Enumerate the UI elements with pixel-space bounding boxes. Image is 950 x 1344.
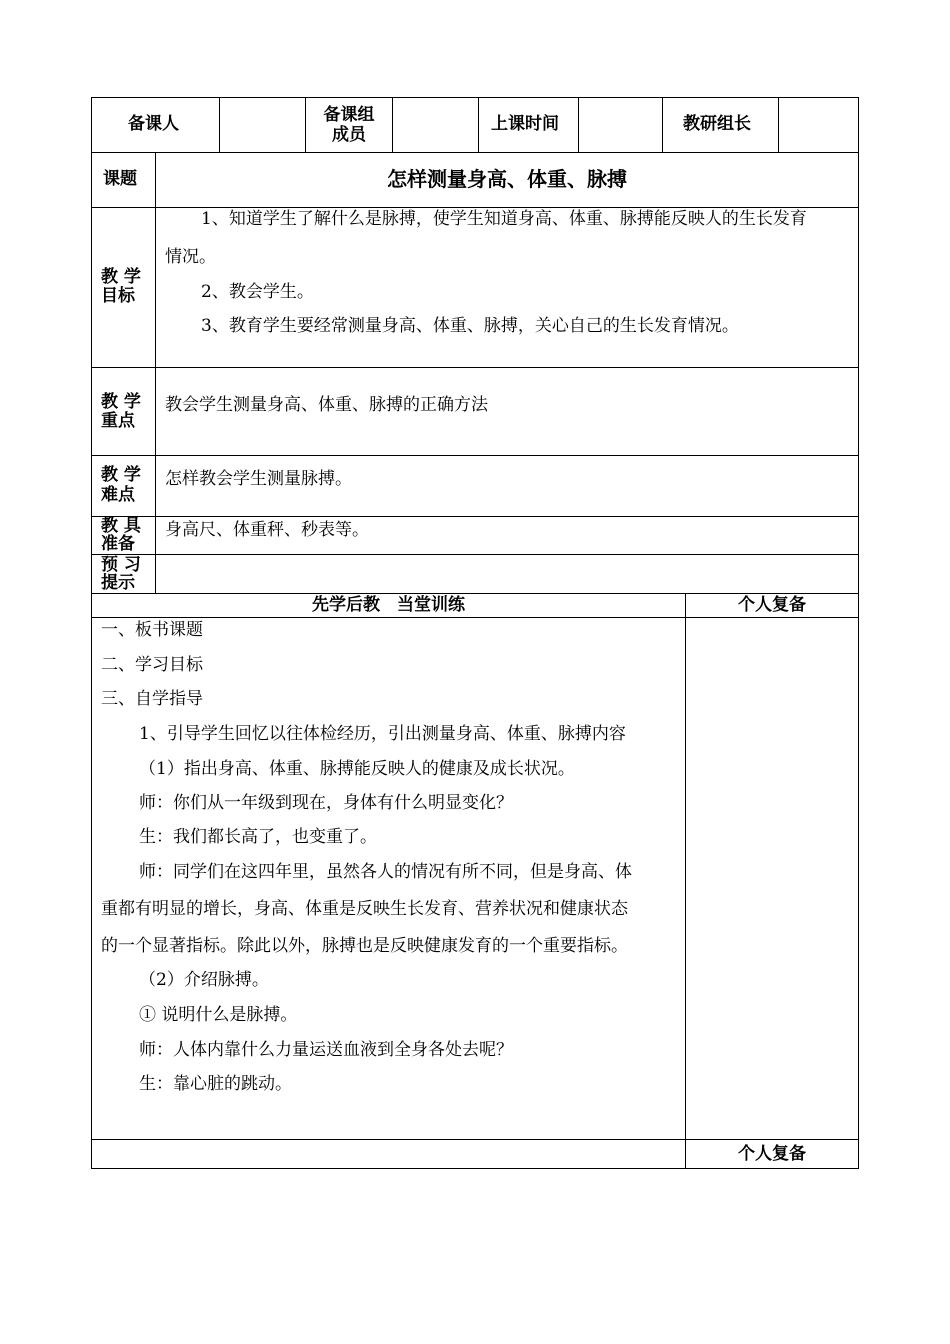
table-rule [91, 593, 859, 594]
objectives-label-line2: 目标 [101, 286, 135, 306]
process-line: 1、引导学生回忆以往体检经历，引出测量身高、体重、脉搏内容 [139, 724, 626, 744]
table-rule [478, 97, 479, 152]
key-points-text: 教会学生测量身高、体重、脉搏的正确方法 [165, 395, 488, 415]
process-line: 三、自学指导 [101, 689, 203, 709]
process-line: 一、板书课题 [101, 620, 203, 640]
table-rule [219, 97, 220, 152]
process-line: 二、学习目标 [101, 655, 203, 675]
table-rule [91, 1139, 859, 1140]
difficulties-text: 怎样教会学生测量脉搏。 [165, 469, 352, 489]
table-rule [778, 97, 779, 152]
materials-text: 身高尺、体重秤、秒表等。 [165, 520, 369, 540]
process-heading: 先学后教 当堂训练 [312, 595, 465, 615]
process-line: 生：靠心脏的跳动。 [139, 1074, 292, 1094]
table-rule [155, 152, 156, 593]
review-heading: 个人复备 [738, 595, 806, 615]
table-rule [578, 97, 579, 152]
table-rule [662, 97, 663, 152]
preview-label-line1: 预 习 [101, 555, 141, 575]
table-border-right [858, 97, 859, 1169]
process-line: （1）指出身高、体重、脉搏能反映人的健康及成长状况。 [139, 759, 575, 779]
table-border-bottom [91, 1168, 859, 1169]
table-rule [91, 152, 859, 153]
process-line: 的一个显著指标。除此以外，脉搏也是反映健康发育的一个重要指标。 [101, 936, 628, 956]
objective-line-2: 情况。 [165, 247, 216, 267]
preview-label-line2: 提示 [101, 573, 135, 593]
table-border-top [91, 97, 859, 98]
table-rule [392, 97, 393, 152]
group-members-label-line2: 成员 [332, 125, 366, 145]
process-line: （2）介绍脉搏。 [139, 970, 269, 990]
materials-label-line1: 教 具 [101, 516, 141, 536]
footer-review-heading: 个人复备 [738, 1144, 806, 1164]
table-rule [685, 593, 686, 1169]
table-rule [91, 554, 859, 555]
process-line: 师：同学们在这四年里，虽然各人的情况有所不同，但是身高、体 [139, 862, 632, 882]
process-line: 师：你们从一年级到现在，身体有什么明显变化？ [139, 793, 513, 813]
table-rule [91, 516, 859, 517]
class-time-label: 上课时间 [491, 114, 559, 134]
process-line: ① 说明什么是脉搏。 [139, 1005, 298, 1025]
difficulties-label-line1: 教 学 [101, 465, 141, 485]
process-line: 师：人体内靠什么力量运送血液到全身各处去呢？ [139, 1040, 513, 1060]
objective-line-3: 2、教会学生。 [201, 282, 314, 302]
difficulties-label-line2: 难点 [101, 485, 135, 505]
objectives-label-line1: 教 学 [101, 267, 141, 287]
topic-label: 课题 [103, 169, 137, 189]
group-members-label-line1: 备课组 [323, 105, 375, 125]
objective-line-1: 1、知道学生了解什么是脉搏，使学生知道身高、体重、脉搏能反映人的生长发育 [201, 209, 807, 229]
preparer-label: 备课人 [128, 114, 179, 134]
lesson-title: 怎样测量身高、体重、脉搏 [387, 167, 627, 191]
table-rule [91, 367, 859, 368]
table-rule [91, 207, 859, 208]
objective-line-4: 3、教育学生要经常测量身高、体重、脉搏，关心自己的生长发育情况。 [201, 316, 739, 336]
materials-label-line2: 准备 [101, 534, 135, 554]
table-border-left [91, 97, 92, 1169]
process-line: 重都有明显的增长，身高、体重是反映生长发育、营养状况和健康状态 [101, 899, 628, 919]
table-rule [91, 617, 859, 618]
key-points-label-line2: 重点 [101, 411, 135, 431]
process-line: 生：我们都长高了，也变重了。 [139, 827, 377, 847]
key-points-label-line1: 教 学 [101, 392, 141, 412]
table-rule [91, 455, 859, 456]
group-leader-label: 教研组长 [683, 114, 751, 134]
